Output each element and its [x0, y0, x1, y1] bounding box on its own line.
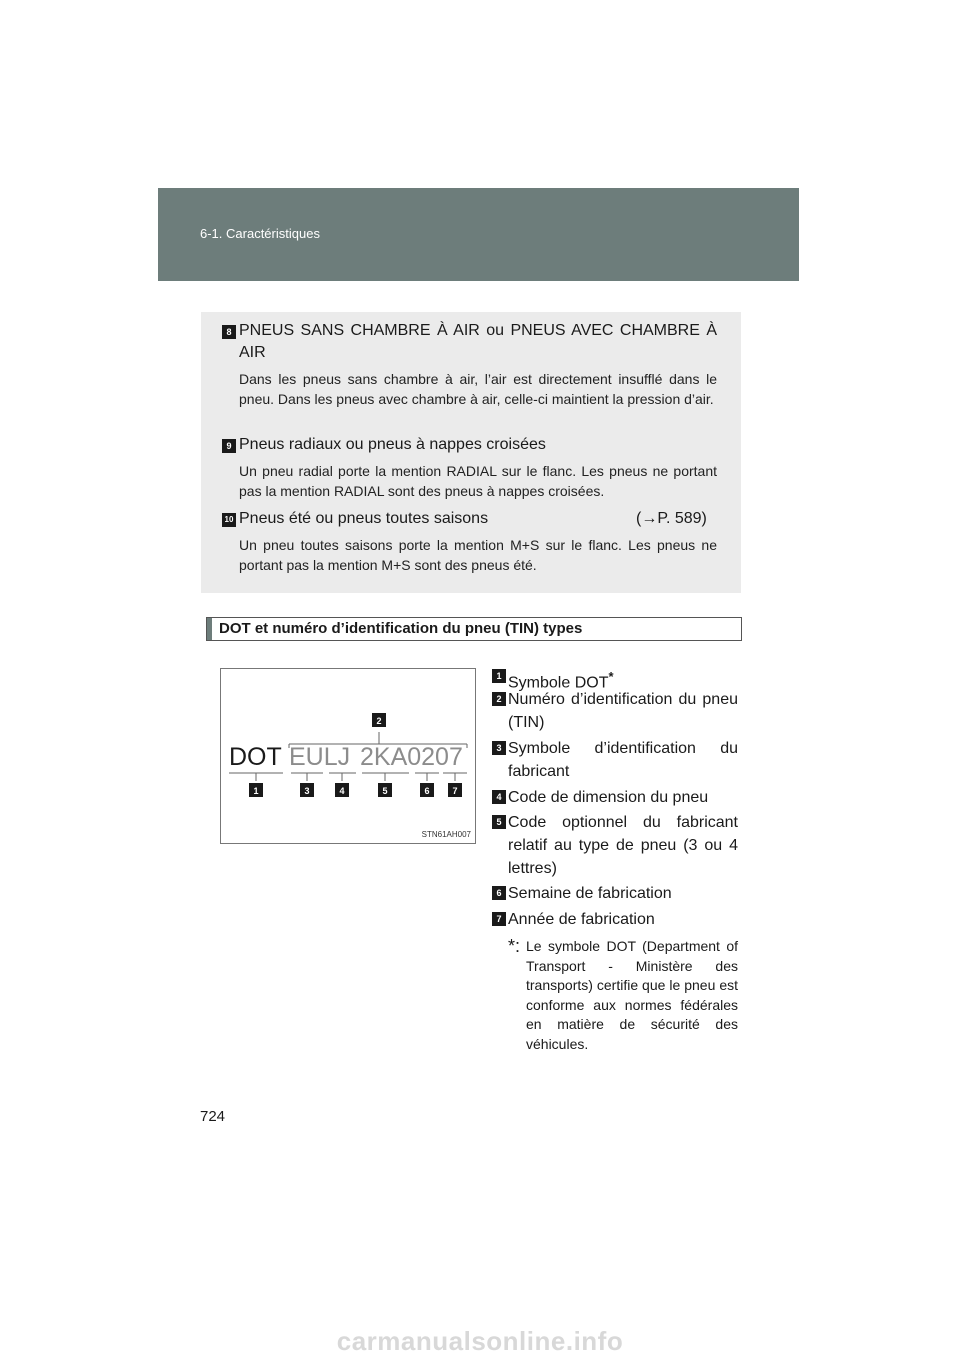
item-number-badge: 9	[222, 439, 236, 453]
code-eulj: EULJ	[289, 743, 351, 771]
badge-7-label: 7	[452, 786, 458, 796]
legend-text: Semaine de fabrication	[508, 885, 672, 902]
badge-2-label: 2	[376, 716, 382, 726]
footnote-text: Le symbole DOT (Department of Transport - Ministère des transports) certifie que le pneu est conforme aux normes fédérales en matière de sécurité des véhicules.	[526, 938, 738, 1052]
item-desc-radial: Un pneu radial porte la mention RADIAL sur le flanc. Les pneus ne portant pas la mention RADIAL sont des pneus à nappes croisées.	[239, 463, 717, 499]
legend-item-6	[492, 882, 738, 905]
legend-text: Symbole DOT	[508, 674, 609, 692]
badge-6-label: 6	[424, 786, 430, 796]
figure-caption: STN61AH007	[421, 830, 471, 839]
badge-4-label: 4	[339, 786, 345, 796]
legend-text: Symbole d’identification du fabricant	[508, 740, 738, 780]
page-number: 724	[200, 1108, 226, 1125]
legend-item-4	[492, 786, 738, 809]
section-label: 6-1. Caractéristiques	[200, 226, 320, 241]
tire-code-diagram	[221, 669, 475, 843]
item-desc-tubeless: Dans les pneus sans chambre à air, l’air est directement insufflé dans le pneu. Dans les pneus avec chambre à air, celle-ci maintient la pression d’air.	[239, 371, 717, 407]
legend-item-3	[492, 737, 738, 783]
subheading-title: DOT et numéro d’identification du pneu (TIN) types	[219, 620, 583, 637]
legend-text: Année de fabrication	[508, 911, 655, 928]
item-desc-seasons: Un pneu toutes saisons porte la mention M+S sur le flanc. Les pneus ne portant pas la mention M+S sont des pneus été.	[239, 537, 717, 573]
item-number-badge: 10	[222, 513, 236, 527]
legend-badge: 2	[492, 692, 506, 706]
page-reference-link[interactable]: (→P. 589)	[636, 510, 707, 527]
legend-text: Numéro d’identification du pneu (TIN)	[508, 691, 738, 731]
watermark: carmanualsonline.info	[336, 1326, 624, 1356]
legend-item-5	[492, 811, 738, 880]
badge-5-label: 5	[382, 786, 388, 796]
legend-badge: 7	[492, 912, 506, 926]
tire-code-figure	[220, 668, 476, 844]
legend-item-2	[492, 688, 738, 734]
legend-badge: 3	[492, 741, 506, 755]
legend-text: Code de dimension du pneu	[508, 789, 709, 806]
item-title-radial: Pneus radiaux ou pneus à nappes croisées	[239, 436, 546, 453]
item-number-badge: 8	[222, 325, 236, 339]
legend-item-7	[492, 908, 738, 931]
subheading-box	[206, 617, 742, 641]
dot-text: DOT	[229, 743, 282, 771]
footnote-mark: *:	[508, 936, 521, 956]
legend-badge: 4	[492, 790, 506, 804]
legend-badge: 5	[492, 815, 506, 829]
footnote	[508, 937, 738, 1054]
code-2ka0207: 2KA0207	[360, 743, 463, 771]
item-title-tubeless: PNEUS SANS CHAMBRE À AIR ou PNEUS AVEC CHAMBRE À AIR	[239, 322, 717, 361]
item-title-seasons: Pneus été ou pneus toutes saisons	[239, 510, 489, 527]
asterisk-mark: *	[608, 669, 614, 684]
subheading-accent-bar	[207, 618, 212, 640]
badge-3-label: 3	[304, 786, 310, 796]
legend-text: Code optionnel du fabricant relatif au type de pneu (3 ou 4 lettres)	[508, 814, 738, 877]
legend-badge: 6	[492, 886, 506, 900]
badge-1-label: 1	[253, 786, 259, 796]
legend-badge: 1	[492, 669, 506, 683]
